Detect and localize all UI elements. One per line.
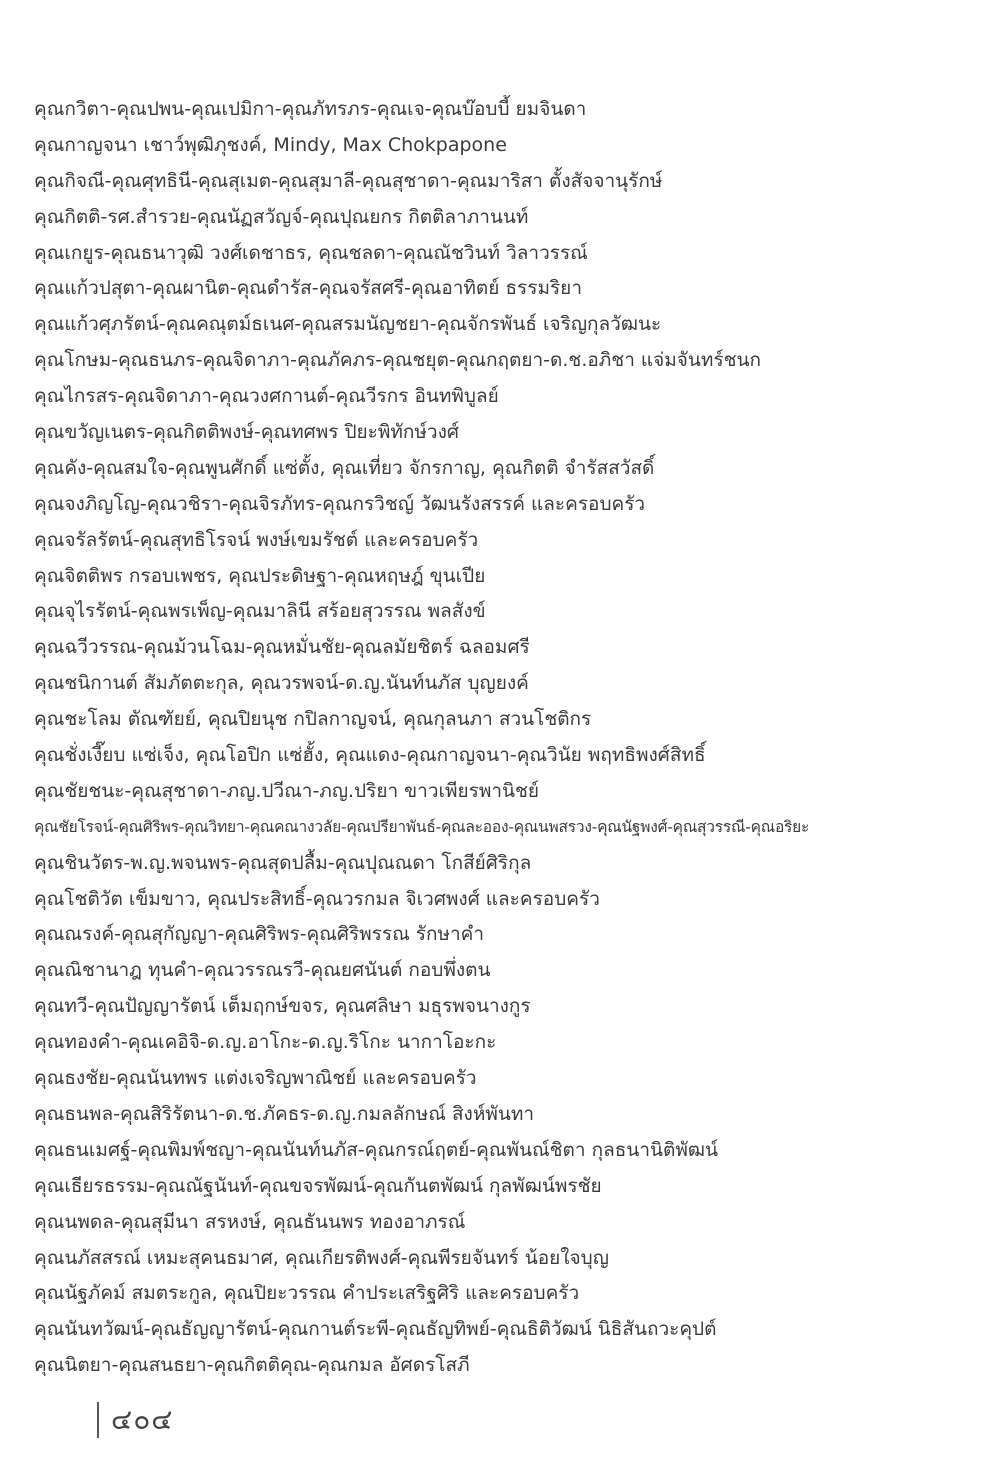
donor-name-line: คุณธนเมศฐ์-คุณพิมพ์ชญา-คุณนันท์นภัส-คุณกรณ์ฤตย์-คุณพันณ์ชิตา กุลธนานิติพัฒน์: [34, 1138, 718, 1161]
donor-name-line: คุณแก้วศุภรัตน์-คุณคณุตม์ธเนศ-คุณสรมนัญชยา-คุณจักรพันธ์ เจริญกุลวัฒนะ: [34, 313, 662, 336]
donor-name-line: คุณกวิตา-คุณปพน-คุณเปมิกา-คุณภัทรภร-คุณเจ-คุณบ๊อบบี้ ยมจินดา: [34, 98, 587, 120]
donor-name-line: คุณไกรสร-คุณจิดาภา-คุณวงศกานต์-คุณวีรกร อินทพิบูลย์: [34, 385, 499, 408]
footer-divider: [97, 1402, 99, 1438]
donor-name-line: คุณโกษม-คุณธนภร-คุณจิดาภา-คุณภัคภร-คุณชยุต-คุณกฤตยา-ด.ช.อภิชา แจ่มจันทร์ชนก: [34, 349, 762, 372]
donor-name-line: คุณจงภิญโญ-คุณวชิรา-คุณจิรภัทร-คุณกรวิชญ์ วัฒนรังสรรค์ และครอบครัว: [34, 492, 646, 515]
donor-name-line: คุณจรัลรัตน์-คุณสุทธิโรจน์ พงษ์เขมรัชต์ และครอบครัว: [34, 528, 479, 551]
donor-name-line: คุณฉวีวรรณ-คุณม้วนโฉม-คุณหมั่นชัย-คุณลมัยชิตร์ ฉลอมศรี: [34, 636, 530, 659]
donor-name-line: คุณจุไรรัตน์-คุณพรเพ็ญ-คุณมาลินี สร้อยสุวรรณ พลสังข์: [34, 600, 486, 623]
donor-name-line: คุณกิตติ-รศ.สำรวย-คุณนัฏสวัญจ์-คุณปุณยกร กิตติลาภานนท์: [34, 205, 529, 228]
donor-name-line: คุณกิจณี-คุณศุทธินี-คุณสุเมต-คุณสุมาลี-คุณสุชาดา-คุณมาริสา ตั้งสัจจานุรักษ์: [34, 169, 663, 192]
donor-name-line: คุณนพดล-คุณสุมีนา สรหงษ์, คุณธันนพร ทองอาภรณ์: [34, 1210, 466, 1233]
donor-name-line: คุณณิชานาฎ ทุนคำ-คุณวรรณรวี-คุณยศนันต์ กอบพึ่งตน: [34, 959, 491, 982]
donor-name-line: คุณชั่งเงี๊ยบ แซ่เจ็ง, คุณโอปิก แซ่ฮั้ง, คุณแดง-คุณกาญจนา-คุณวินัย พฤทธิพงศ์สิทธิ์: [34, 744, 706, 767]
donor-name-line: คุณชัยชนะ-คุณสุชาดา-ภญ.ปวีณา-ภญ.ปริยา ขาวเพียรพานิชย์: [34, 779, 540, 802]
donor-name-line: คุณนันทวัฒน์-คุณธัญญารัตน์-คุณกานต์ระพี-คุณธัญทิพย์-คุณธิติวัฒน์ นิธิสันถวะคุปต์: [34, 1318, 717, 1341]
donor-name-line: คุณนัฐภัคม์ สมตระกูล, คุณปิยะวรรณ คำประเสริฐศิริ และครอบครัว: [34, 1282, 580, 1305]
donor-name-line: คุณชะโลม ตัณฑัยย์, คุณปิยนุช กปิลกาญจน์, คุณกุลนภา สวนโชติกร: [34, 708, 592, 731]
donor-name-line: คุณแก้วปสุตา-คุณผานิต-คุณดำรัส-คุณจรัสศรี-คุณอาทิตย์ ธรรมริยา: [34, 277, 582, 300]
donor-name-line: คุณเกยูร-คุณธนาวุฒิ วงศ์เดชาธร, คุณชลดา-คุณณัชวินท์ วิลาวรรณ์: [34, 241, 588, 264]
donor-name-line: คุณขวัญเนตร-คุณกิตติพงษ์-คุณทศพร ปิยะพิทักษ์วงศ์: [34, 421, 459, 444]
donor-name-line: คุณทวี-คุณปัญญารัตน์ เต็มฤกษ์ขจร, คุณศลิษา มธุรพจนางกูร: [34, 995, 531, 1018]
donor-name-line: คุณชนิกานต์ สัมภัตตะกุล, คุณวรพจน์-ด.ญ.นันท์นภัส บุญยงค์: [34, 672, 529, 695]
donor-name-line: คุณนิตยา-คุณสนธยา-คุณกิตติคุณ-คุณกมล อัศดรโสภี: [34, 1354, 470, 1377]
page-number: ๔๐๔: [111, 1403, 174, 1436]
donor-name-line: คุณชินวัตร-พ.ญ.พจนพร-คุณสุดปลื้ม-คุณปุณณดา โกสีย์ศิริกุล: [34, 851, 532, 874]
donor-name-line: คุณธนพล-คุณสิริรัตนา-ด.ช.ภัคธร-ด.ญ.กมลลักษณ์ สิงห์พันทา: [34, 1102, 535, 1125]
donor-name-list: [34, 92, 974, 1384]
donor-name-line: คุณนภัสสรณ์ เหมะสุคนธมาศ, คุณเกียรติพงศ์-คุณพีรยจันทร์ น้อยใจบุญ: [34, 1246, 609, 1269]
donor-name-line: คุณธงชัย-คุณนันทพร แต่งเจริญพาณิชย์ และครอบครัว: [34, 1067, 477, 1090]
donor-name-line: คุณเธียรธรรม-คุณณัฐนันท์-คุณขจรพัฒน์-คุณกันตพัฒน์ กุลพัฒน์พรชัย: [34, 1174, 602, 1197]
donor-name-line: คุณคัง-คุณสมใจ-คุณพูนศักดิ์ แซ่ตั้ง, คุณเที่ยว จักรกาญ, คุณกิตติ จำรัสสวัสดิ์: [34, 456, 655, 479]
donor-name-line: คุณทองคำ-คุณเคอิจิ-ด.ญ.อาโกะ-ด.ญ.ริโกะ นากาโอะกะ: [34, 1031, 497, 1054]
donor-name-line: คุณกาญจนา เชาว์พุฒิภุชงค์, Mindy, Max Chokpapone: [34, 133, 507, 156]
donor-name-line: คุณชัยโรจน์-คุณศิริพร-คุณวิทยา-คุณคณางวลัย-คุณปรียาพันธ์-คุณละออง-คุณนพสรวง-คุณนัฐพงศ์-คุณสุวรรณี-คุณอริยะ: [34, 817, 810, 836]
donor-name-line: คุณจิตติพร กรอบเพชร, คุณประดิษฐา-คุณหฤษฎ์ ขุนเปีย: [34, 564, 486, 587]
donor-name-line: คุณณรงค์-คุณสุกัญญา-คุณศิริพร-คุณศิริพรรณ รักษาคำ: [34, 923, 485, 946]
donor-name-line: คุณโชติวัต เข็มขาว, คุณประสิทธิ์-คุณวรกมล จิเวศพงศ์ และครอบครัว: [34, 887, 600, 910]
